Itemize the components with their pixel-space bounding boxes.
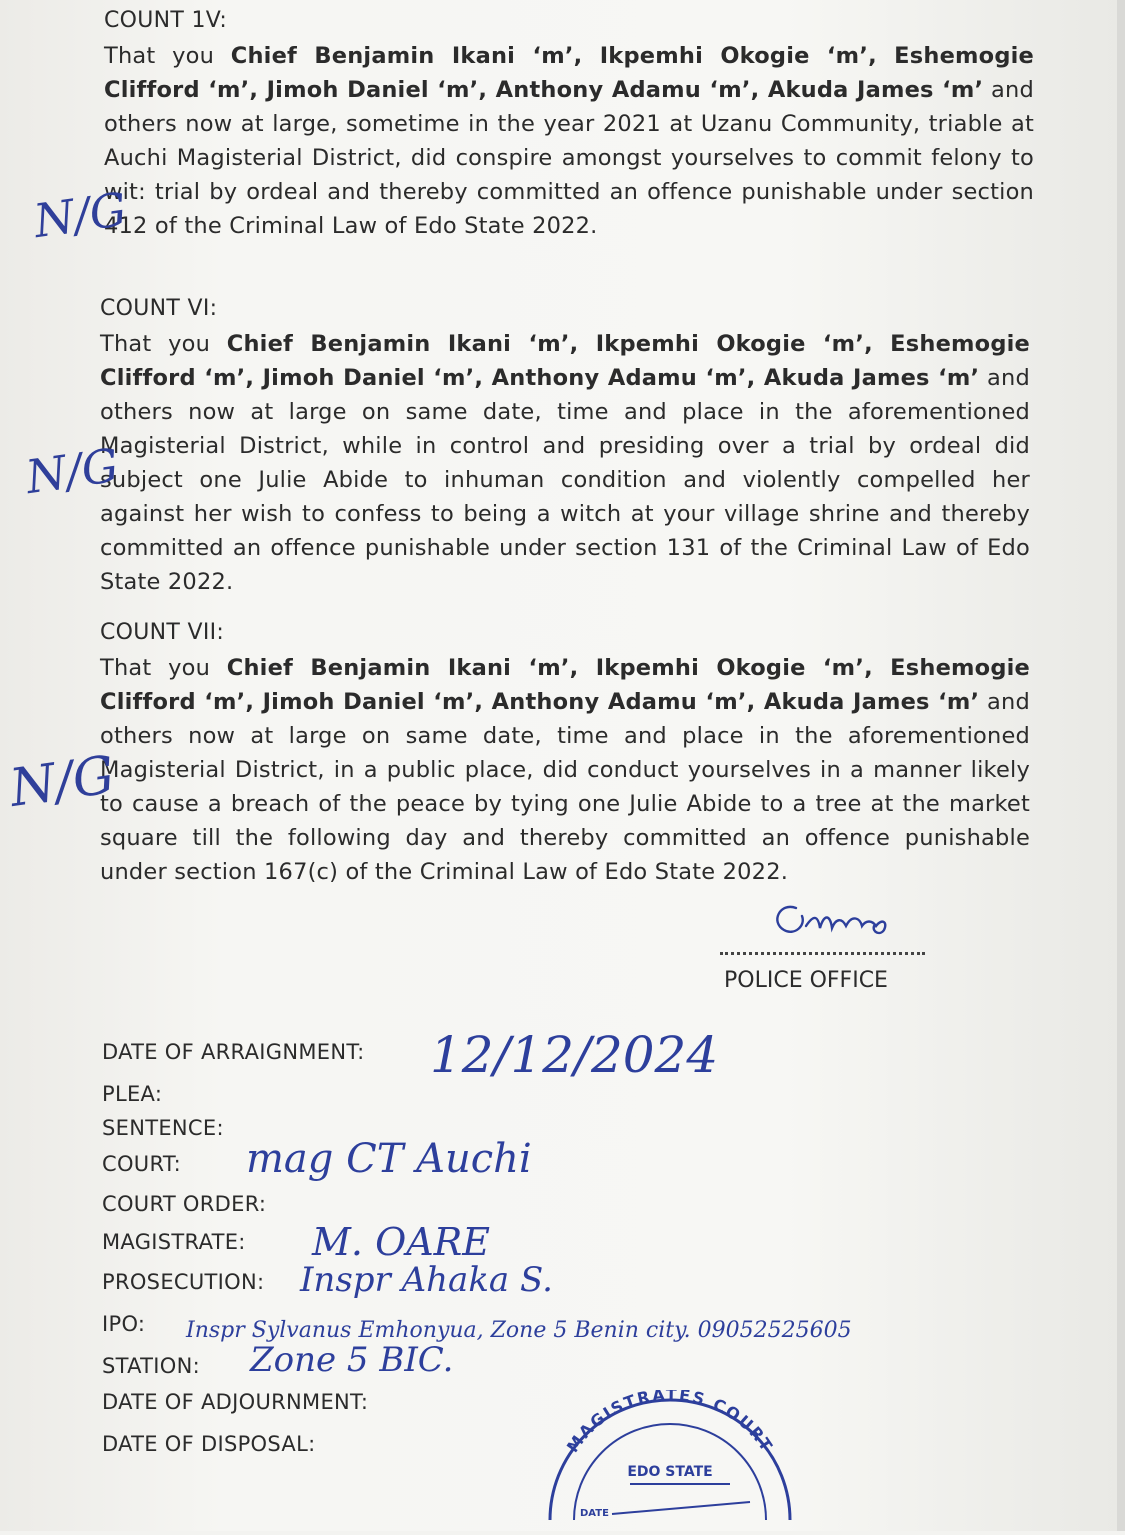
plea-label: PLEA: [102,1082,163,1106]
count-iv [104,8,1034,243]
count-vi [100,296,1030,599]
station-label: STATION: [102,1354,200,1378]
stamp-seal [540,1390,800,1531]
page-edge [1117,0,1125,1531]
police-office-label: POLICE OFFICE [724,968,888,993]
court-order-label: COURT ORDER: [102,1192,267,1216]
stamp-middle-text: EDO STATE [627,1464,713,1480]
count-heading: COUNT VI: [100,296,218,321]
magistrate-value: M. OARE [312,1220,491,1264]
count-heading: COUNT 1V: [104,8,228,33]
count-text: That you Chief Benjamin Ikani ‘m’, Ikpemhi Okogie ‘m’, Eshemogie Clifford ‘m’, Jimoh Daniel ‘m’, Anthony Adamu ‘m’, Akuda James ‘m’ and others now at large on same date, time and place in the aforementioned Magisterial District, while in control and presiding over a trial by ordeal did subject one Julie Abide to inhuman condition and violently compelled her against her wish to confess to being a witch at your village shrine and thereby committed an offence punishable under section 131 of the Criminal Law of Edo State 2022. [100,331,1031,595]
court-label: COURT: [102,1152,182,1176]
ipo-value: Inspr Sylvanus Emhonyua, Zone 5 Benin city. 09052525605 [186,1318,852,1343]
date-of-arraignment-label: DATE OF ARRAIGNMENT: [102,1040,365,1064]
stamp-top-text: MAGISTRATES COURT [562,1390,778,1456]
count-vii [100,620,1030,889]
magistrate-label: MAGISTRATE: [102,1230,246,1254]
date-of-disposal-label: DATE OF DISPOSAL: [102,1432,316,1456]
prosecution-label: PROSECUTION: [102,1270,265,1294]
court-value: mag CT Auchi [246,1136,532,1182]
date-of-adjournment-label: DATE OF ADJOURNMENT: [102,1390,369,1414]
count-text: That you Chief Benjamin Ikani ‘m’, Ikpemhi Okogie ‘m’, Eshemogie Clifford ‘m’, Jimoh Daniel ‘m’, Anthony Adamu ‘m’, Akuda James ‘m’ and others now at large, sometime in the year 2021 at Uzanu Community, triable at Auchi Magisterial District, did conspire amongst yourselves to commit felony to wit: trial by ordeal and thereby committed an offence punishable under section 412 of the Criminal Law of Edo State 2022. [104,43,1035,239]
accused-names: Chief Benjamin Ikani ‘m’, Ikpemhi Okogie ‘m’, Eshemogie Clifford ‘m’, Jimoh Daniel ‘m’, Anthony Adamu ‘m’, Akuda James ‘m’ [104,43,1035,103]
count-heading: COUNT VII: [100,620,225,645]
ipo-label: IPO: [102,1312,146,1336]
margin-note: N/G [22,437,122,505]
signature-line [720,952,925,955]
accused-names: Chief Benjamin Ikani ‘m’, Ikpemhi Okogie ‘m’, Eshemogie Clifford ‘m’, Jimoh Daniel ‘m’, Anthony Adamu ‘m’, Akuda James ‘m’ [100,331,1031,391]
station-value: Zone 5 BIC. [250,1340,454,1380]
date-of-arraignment-value: 12/12/2024 [430,1026,719,1084]
signature-mark [762,892,902,950]
court-stamp [540,1390,800,1535]
sentence-label: SENTENCE: [102,1116,224,1140]
svg-text:MAGISTRATES COURT [563,1390,777,1456]
accused-names: Chief Benjamin Ikani ‘m’, Ikpemhi Okogie ‘m’, Eshemogie Clifford ‘m’, Jimoh Daniel ‘m’, Anthony Adamu ‘m’, Akuda James ‘m’ [100,655,1031,715]
stamp-bottom-text: DATE [580,1508,609,1519]
prosecution-value: Inspr Ahaka S. [300,1260,553,1300]
count-text: That you Chief Benjamin Ikani ‘m’, Ikpemhi Okogie ‘m’, Eshemogie Clifford ‘m’, Jimoh Daniel ‘m’, Anthony Adamu ‘m’, Akuda James ‘m’ and others now at large on same date, time and place in the aforementioned Magisterial District, in a public place, did conduct yourselves in a manner likely to cause a breach of the peace by tying one Julie Abide to a tree at the market square till the following day and thereby committed an offence punishable under section 167(c) of the Criminal Law of Edo State 2022. [100,655,1031,885]
margin-note: N/G [30,181,130,249]
margin-note: N/G [6,745,119,819]
